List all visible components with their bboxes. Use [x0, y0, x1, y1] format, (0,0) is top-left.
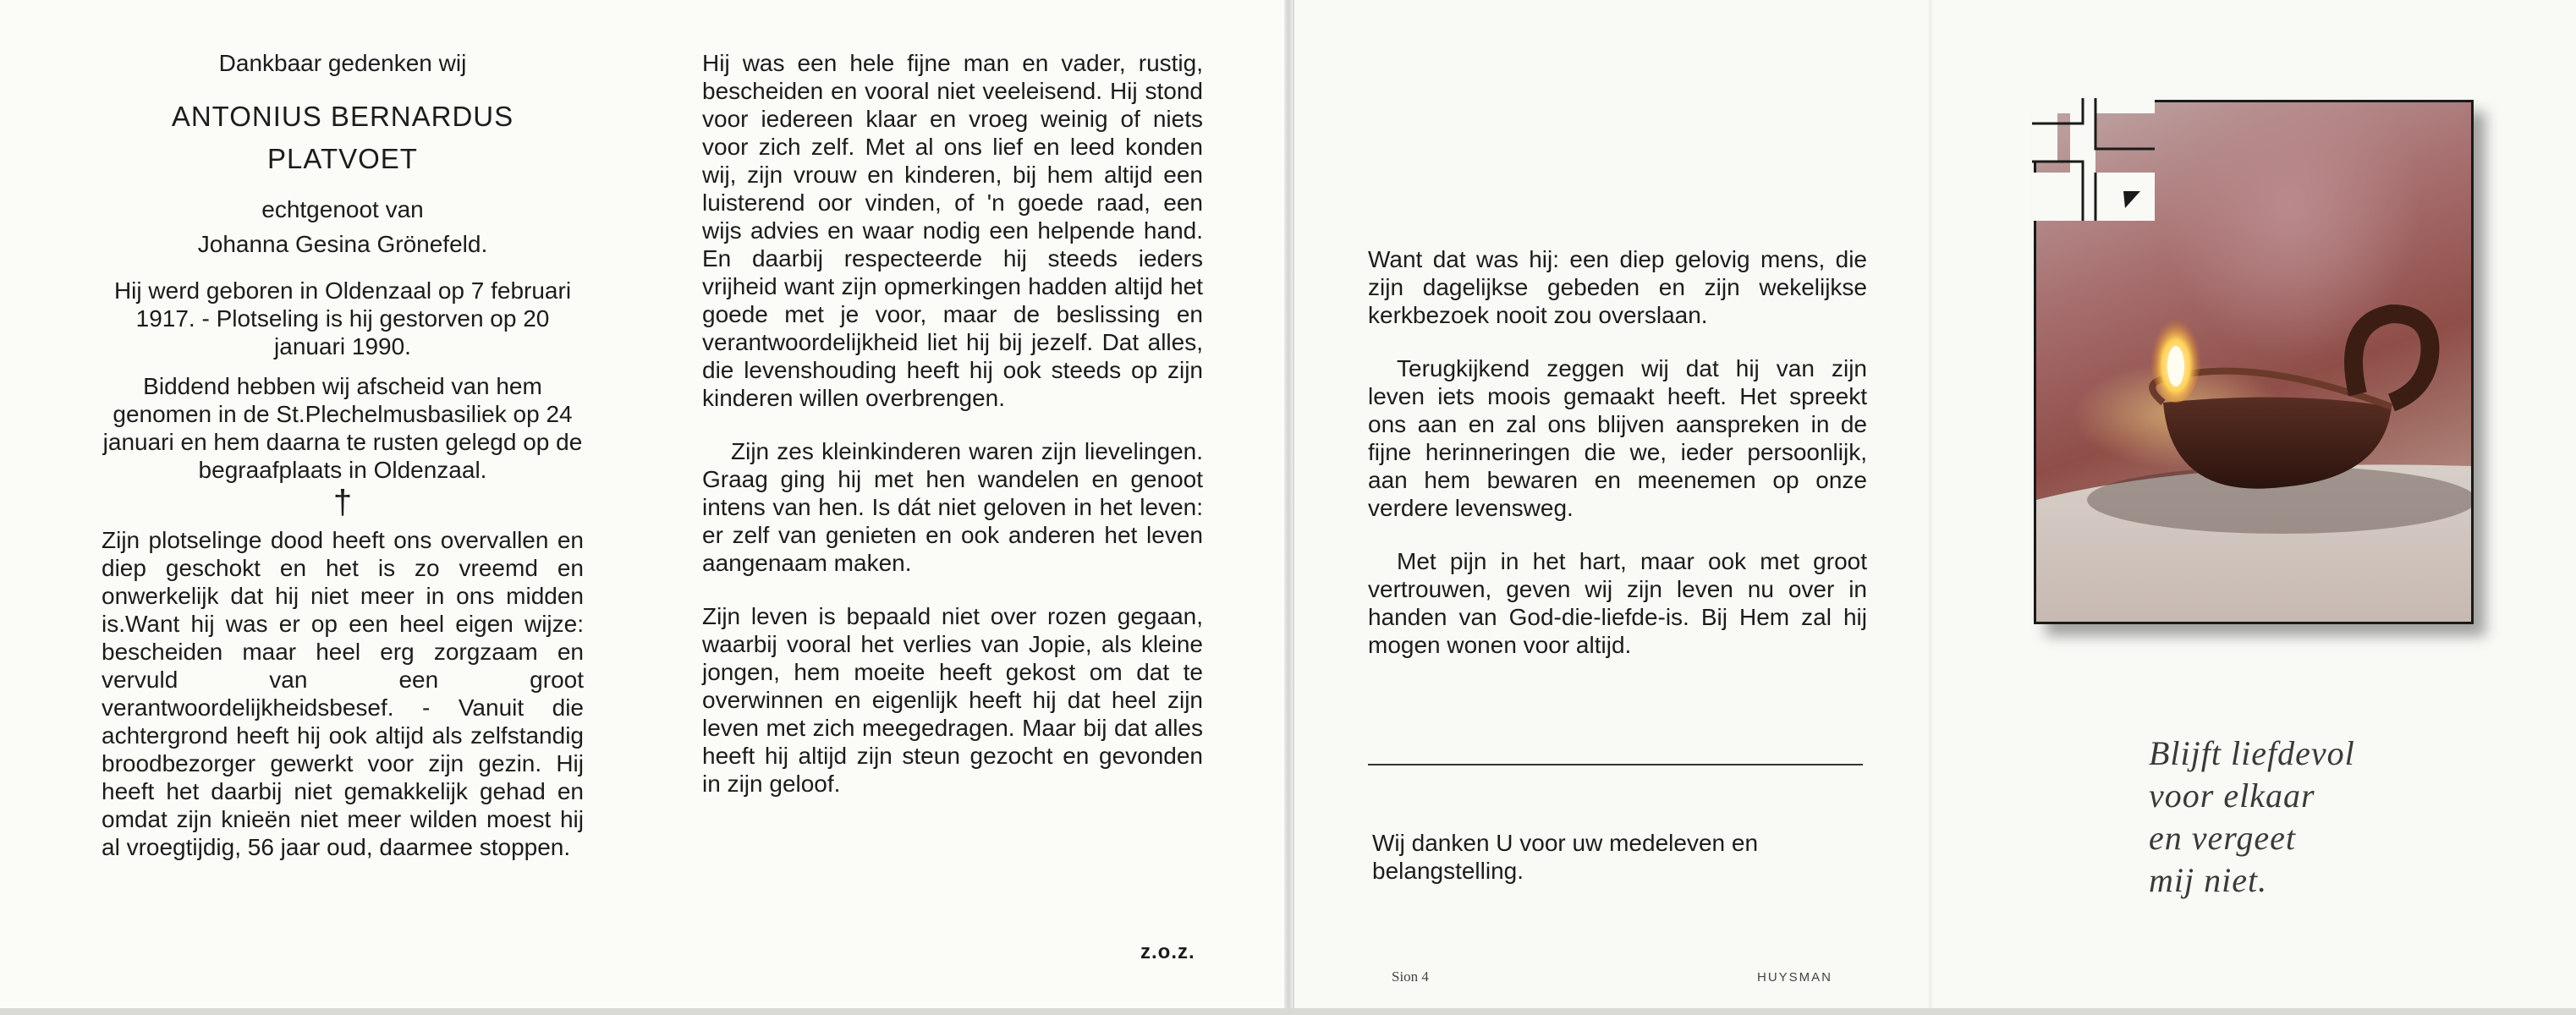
column-3 — [1368, 245, 1867, 659]
deceased-name-line2: PLATVOET — [267, 143, 418, 174]
verse-line-1: Blijft liefdevol — [2149, 734, 2355, 772]
birth-death-text: Hij werd geboren in Oldenzaal op 7 februari 1917. - Plotseling is hij gestorven op 20 januari 1990. — [113, 277, 572, 359]
cross-icon: † — [332, 484, 353, 521]
turn-over-note: z.o.z. — [1140, 941, 1195, 963]
verse-line-4: mij niet. — [2149, 861, 2268, 899]
sion-code: Sion 4 — [1392, 968, 1429, 985]
column-1 — [102, 49, 584, 861]
memorial-paragraph-7: Met pijn in het hart, maar ook met groot vertrouwen, geven wij zijn leven nu over in handen van God-die-liefde-is. Bij Hem zal hij mogen wonen voor altijd. — [1368, 548, 1867, 658]
printer-name: HUYSMAN — [1757, 970, 1833, 985]
memorial-paragraph-1: Zijn plotselinge dood heeft ons overvallen en diep geschokt en het is zo vreemd en onwerkelijk dat hij niet meer in ons midden is.Want hij was er op een heel eigen wijze: bescheiden maar heel erg zorgzaam en vervuld van een groot verantwoordelijkheidsbesef. - Vanuit die achtergrond heeft hij ook altijd als zelfstandig broodbezorger gewerkt voor zijn gezin. Hij heeft het daarbij niet gemakkelijk gehad en omdat zijn knieën niet meer wilden moest hij al vroegtijdig, 56 jaar oud, daarmee stoppen. — [102, 527, 584, 860]
remembrance-verse — [2149, 732, 2355, 902]
thanks-text: Wij danken U voor uw medeleven en belangstelling. — [1372, 830, 1759, 884]
page-fold — [1284, 0, 1293, 1008]
memorial-paragraph-3: Zijn zes kleinkinderen waren zijn lievelingen. Graag ging hij met hen wandelen en genoot intens van hen. Is dát niet geloven in het leven: er zelf van genieten en ook anderen het leven aangenaam maken. — [702, 438, 1203, 576]
card-fold — [1929, 0, 1932, 1008]
memorial-paragraph-5: Want dat was hij: een diep gelovig mens, die zijn dagelijkse gebeden en zijn wekelijkse kerkbezoek nooit zou overslaan. — [1368, 246, 1867, 328]
memorial-paragraph-4: Zijn leven is bepaald niet over rozen gegaan, waarbij vooral het verlies van Jopie, als kleine jongen, hem moeite heeft gekost om dat te overwinnen en eigenlijk heeft hij dat heel zijn leven met zich meegedragen. Maar bij dat alles heeft hij altijd zijn steun gezocht en gevonden in zijn geloof. — [702, 603, 1203, 797]
memorial-paragraph-6: Terugkijkend zeggen wij dat hij van zijn leven iets moois gemaakt heeft. Het spreekt ons aan en zal ons blijven aanspreken in de fijne herinneringen die we, ieder persoonlijk, aan hem bewaren en meenemen op onze verdere levensweg. — [1368, 355, 1867, 521]
column-2 — [702, 49, 1203, 798]
cross-emblem-icon — [2032, 98, 2155, 221]
flame-core — [2167, 346, 2184, 387]
verse-line-3: en vergeet — [2149, 819, 2296, 857]
spouse-label: echtgenoot van — [261, 196, 424, 222]
spouse-name: Johanna Gesina Grönefeld. — [197, 231, 488, 257]
oil-lamp-photo — [2034, 100, 2474, 624]
divider-line — [1368, 764, 1863, 765]
verse-line-2: voor elkaar — [2149, 776, 2315, 815]
funeral-text: Biddend hebben wij afscheid van hem genomen in de St.Plechelmusbasiliek op 24 januari en hem daarna te rusten gelegd op de begraafplaats in Oldenzaal. — [102, 373, 583, 483]
deceased-name-line1: ANTONIUS BERNARDUS — [171, 101, 514, 132]
lamp-handle — [2354, 314, 2430, 403]
intro-text: Dankbaar gedenken wij — [218, 50, 467, 76]
memorial-paragraph-2: Hij was een hele fijne man en vader, rustig, bescheiden en vooral niet veeleisend. Hij stond voor iedereen klaar en vroeg weinig of niets voor zich zelf. Met al ons lief en leed konden wij, zijn vrouw en kinderen, bij hem altijd een luisterend oor vinden, of 'n goede raad, een wijs advies en waar nodig een helpende hand. En daarbij respecteerde hij steeds ieders vrijheid want zijn opmerkingen hadden altijd het goede met je voor, maar de beslissing en verantwoordelijkheid liet hij bij jezelf. Dat alles, die levenshouding heeft hij ook steeds op zijn kinderen willen overbrengen. — [702, 50, 1203, 411]
